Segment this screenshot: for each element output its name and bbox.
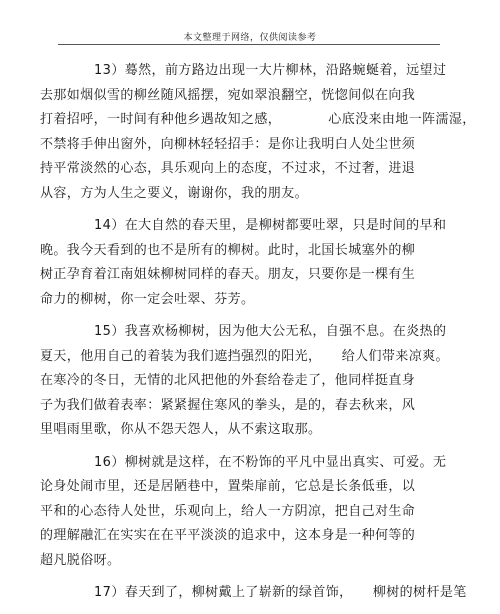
text-line: 13）蓦然，前方路边出现一大片柳林，沿路蜿蜒着，远望过 — [94, 63, 447, 78]
text-line: 晚。我今天看到的也不是所有的柳树。此时，北国长城塞外的柳 — [40, 242, 416, 258]
paragraph-17 — [40, 581, 467, 606]
text-line: 17）春天到了，柳树戴上了崭新的绿首饰， 柳树的树杆是笔 — [94, 585, 467, 600]
text-line: 子为我们做着表率：紧紧握住寒风的拳头，是的，春去秋来，风 — [40, 397, 416, 413]
text-line: 去那如烟似雪的柳丝随风摇摆，宛如翠浪翻空，恍惚间似在向我 — [40, 87, 416, 103]
text-line: 夏天，他用自己的着装为我们遮挡强烈的阳光， 给人们带来凉爽。 — [40, 348, 449, 364]
page-header: 本文整理于网络，仅供阅读参考 — [183, 33, 317, 43]
text-line: 在寒冷的冬日，无情的北风把他的外套给卷走了，他同样挺直身 — [40, 373, 416, 388]
document-body — [40, 59, 476, 614]
text-line: 命力的柳树，你一定会吐翠、芬芳。 — [40, 291, 255, 307]
text-line: 持平常淡然的心态，具乐观向上的态度，不过求，不过奢，进退 — [40, 161, 416, 176]
text-line: 论身处闹市里，还是居陋巷中，置柴扉前，它总是长条低垂，以 — [40, 479, 416, 494]
text-line: 14）在大自然的春天里，是柳树都要吐翠，只是时间的早和 — [94, 218, 447, 233]
paragraph-16 — [40, 451, 460, 574]
text-line: 16）柳树就是这样，在不粉饰的平凡中显出真实、可爱。无 — [94, 454, 447, 470]
text-line: 里唱雨里歌，你从不怨天怨人，从不索这取那。 — [40, 422, 322, 437]
text-line: 平和的心态待人处世，乐观向上，给人一方阴凉，把自己对生命 — [40, 503, 416, 519]
text-line: 不禁将手伸出窗外，向柳林轻轻招手：是你让我明白人处尘世须 — [40, 136, 416, 152]
header-rule — [58, 44, 440, 45]
text-line: 15）我喜欢杨柳树，因为他大公无私，自强不息。在炎热的 — [94, 324, 447, 339]
paragraph-13 — [40, 59, 476, 206]
text-line: 超凡脱俗呀。 — [40, 552, 121, 568]
paragraph-15 — [40, 320, 460, 443]
text-line: 树正孕育着江南姐妹柳树同样的春天。朋友，只要你是一棵有生 — [40, 267, 416, 282]
text-line: 的理解融汇在实实在在平平淡淡的追求中，这本身是一种何等的 — [40, 528, 416, 543]
text-line: 打着招呼，一时间有种他乡遇故知之感， 心底没来由地一阵濡湿， — [40, 112, 476, 127]
paragraph-14 — [40, 214, 460, 312]
text-line: 从容，方为人生之要义，谢谢你，我的朋友。 — [40, 185, 309, 201]
